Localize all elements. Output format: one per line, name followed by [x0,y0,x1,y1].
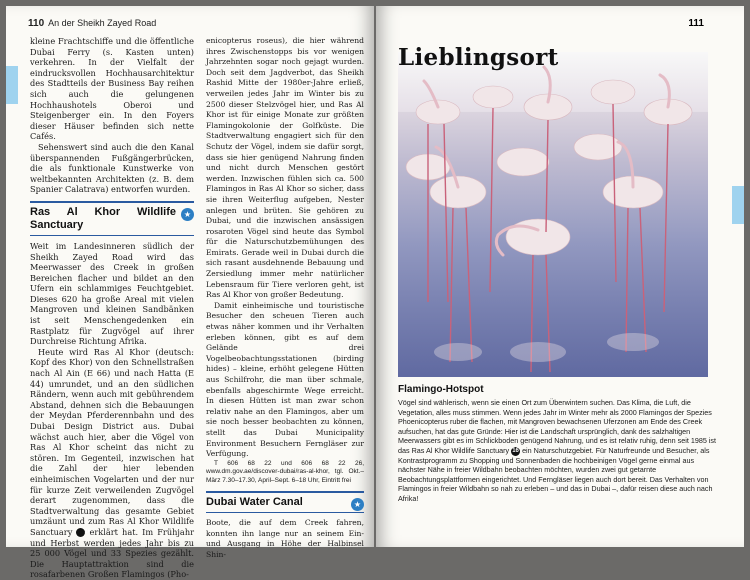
section-title: Ras Al Khor Wildlife Sanctuary [30,205,176,231]
map-pin-icon: 16 [512,447,519,454]
section-ras-al-khor [30,201,194,236]
right-page-number: 111 [688,18,704,29]
map-pin-icon: 16 [76,528,85,537]
star-icon: ★ [351,498,364,511]
section-paragraph-1: Weit im Landesinneren südlich der Sheikh Zayed Road wird das Meerwasser des Creek in großen Bereichen flacher und bildet an den Ufern ein schlammiges Feuchtgebiet. Dieses 620 ha große Areal mit vielen Mangroven und kleinen Sandbänken ist seit Menschengedenken ein Rastplatz für Zugvögel auf ihrer Durchreise Richtung Afrika. [30,240,194,347]
visitor-info: T 606 68 22 und 606 68 22 26, www.dm.gov.ae/discover-dubai/ras-al-khor, tgl. Okt.–März 7.30–17.30, April–Sept. 6–18 Uhr, Eintritt frei [206,459,364,484]
right-page [376,6,744,547]
book-spread [6,6,744,580]
thumb-index-tab [732,186,744,224]
left-page-number: 110 [28,18,45,29]
flamingo-photo [398,52,708,377]
thumb-index-tab [6,66,18,104]
left-column-1 [30,36,194,580]
birding-hides-paragraph: Damit einheimische und touristische Besucher den scheuen Tieren auch etwas näher kommen und ihr Verhalten erleben können, gibt es auf dem Gelände drei Vogelbeobachtungsstationen (birding hides) – kleine, erhöht gelegene Hütten aus Schilfrohr, die man über schmale, ebenfalls abgeschirmte Wege erreicht. In diesen Hütten ist man zwar schon relativ nahe an den Flamingos, aber um sie noch besser beobachten zu können, stellt das Dubai Municipality Environment Besuchern Ferngläser zur Verfügung. [206,300,364,459]
section-paragraph-2: Heute wird Ras Al Khor (deutsch: Kopf des Khor) von den Schnellstraßen nach Al Ain (E 66) und nach Hatta (E 44) umrundet, und an den südlichen Rändern, wenn auch mit gebührendem Abstand, dehnen sich die Bebauungen der Meydan Pferderennbahn und des Dubai Design District aus. Dubai wächst auch hier, aber die Vögel von Ras Al Khor scheint das nicht zu stören. Im Gegenteil, inzwischen hat die Zahl der hier lebenden einheimischen Vogelarten und der nur für kurze Zeit verweilenden Zugvögel derart zugenommen, dass die Stadtverwaltung das gesamte Gebiet umzäunt und zum Ras Al Khor Wildlife Sanctuary 16 erklärt hat. Im Frühjahr und Herbst werden jedes Jahr bis zu 25 000 Vögel und 33 Spezies gezählt. Die Hauptattraktion sind die rosafarbenen Großen Flamingos (Pho- [30,346,195,580]
running-head-title: An der Sheikh Zayed Road [48,18,157,28]
bridges-paragraph: Sehenswert sind auch die den Kanal überspannenden Fußgängerbrücken, die als funktionale Kunstwerke von weltbekannten Architekten (z. B. dem Spanier Calatrava) entworfen wurden. [30,141,194,195]
flamingo-illustration [398,52,708,377]
running-head [28,18,156,29]
feature-text: Vögel sind wählerisch, wenn sie einen Ort zum Überwintern suchen. Das Klima, die Luft, die Vegetation, alles muss stimmen. Wenn jedes Jahr im Winter mehr als 2000 Flamingos der Spezies Phoenicopterus ruber die flachen, mit Mangroven bewachsenen Uferzonen am Ende des Creek aufsuchen, hat das gute Gründe: Hier ist die Landschaft ursprünglich, dank des salzhaltigen Meerwassers gibt es im Schlickboden genügend Nahrung, und es ist relativ ruhig, denn seit 1985 ist das Ras Al Khor Wildlife Sanctuary 16 ein Naturschutzgebiet. Für Naturfreunde und Besucher, als Kontrastprogramm zu Shopping und Sonnenbaden die hochbeinigen Vögel gerne einmal aus nächster Nähe in freier Wildbahn beobachten möchten, wurden zwei gut getarnte Beobachtungsplattformen eingerichtet. Und Ferngläser liegen auch dort bereit. Das Verhalten von Flamingos in freier Wildbahn so nah zu erleben – und das in Dubai –, dafür reisen diese auch nach Afrika! [398,398,717,503]
feature-subtitle: Flamingo-Hotspot [398,384,484,395]
section-rule [30,235,194,236]
star-icon: ★ [181,208,194,221]
section-title: Dubai Water Canal [206,496,303,509]
flamingo-paragraph: enicopterus roseus), die hier während ihres Zwischenstopps bis vor wenigen Jahrzehnten sogar noch gejagt wurden. Doch seit dem Jagdverbot, das Sheikh Rashid Mitte der 1980er-Jahre erließ, verweilen jedes Jahr im Winter bis zu 2500 dieser Stelzvögel hier, und Ras Al Khor ist für einige Monate zur größten Flamingokolonie der Golfküste. Die Stadtverwaltung engagiert sich für den Schutz der Vögel, indem sie dafür sorgt, dass sie hier genügend Nahrung finden und nicht durch Menschen gestört werden. Inzwischen fühlen sich ca. 500 Flamingos in Ras Al Khor so sicher, dass sie ihren Weiterflug aufgeben, Nester anlegen und brüten. Sie gehören zu Dubai, und die inzwischen ansässigen rosaroten Vögel sind heute das Symbol für die Naturschutzbemühungen des Emirats. Gerade weil in Dubai durch die sich rasant ausdehnende Bebauung und Zersiedlung immer mehr natürlicher Lebensraum für Tiere verloren geht, ist Ras Al Khor von großer Bedeutung. [206,36,364,300]
section-water-canal [206,491,364,513]
intro-paragraph: kleine Frachtschiffe und die öffentliche Dubai Ferry (s. Kasten unten) verkehren. In der Vielfalt der eindrucksvollen Hochhausarchitektur des Stadtteils der Business Bay reihen sich auch die gelungenen Hochhaushotels Oberoi und Steigenberger ein. In den Foyers dieser Häuser befinden sich nette Cafés. [30,36,194,142]
left-column-2 [206,36,364,561]
left-page [6,6,374,580]
section-rule [206,512,364,513]
feature-title: Lieblingsort [398,44,559,71]
canal-paragraph: Boote, die auf dem Creek fahren, konnten ihn lange nur an seinem Ein- und Ausgang in Höhe der Halbinsel Shin- [206,518,364,560]
